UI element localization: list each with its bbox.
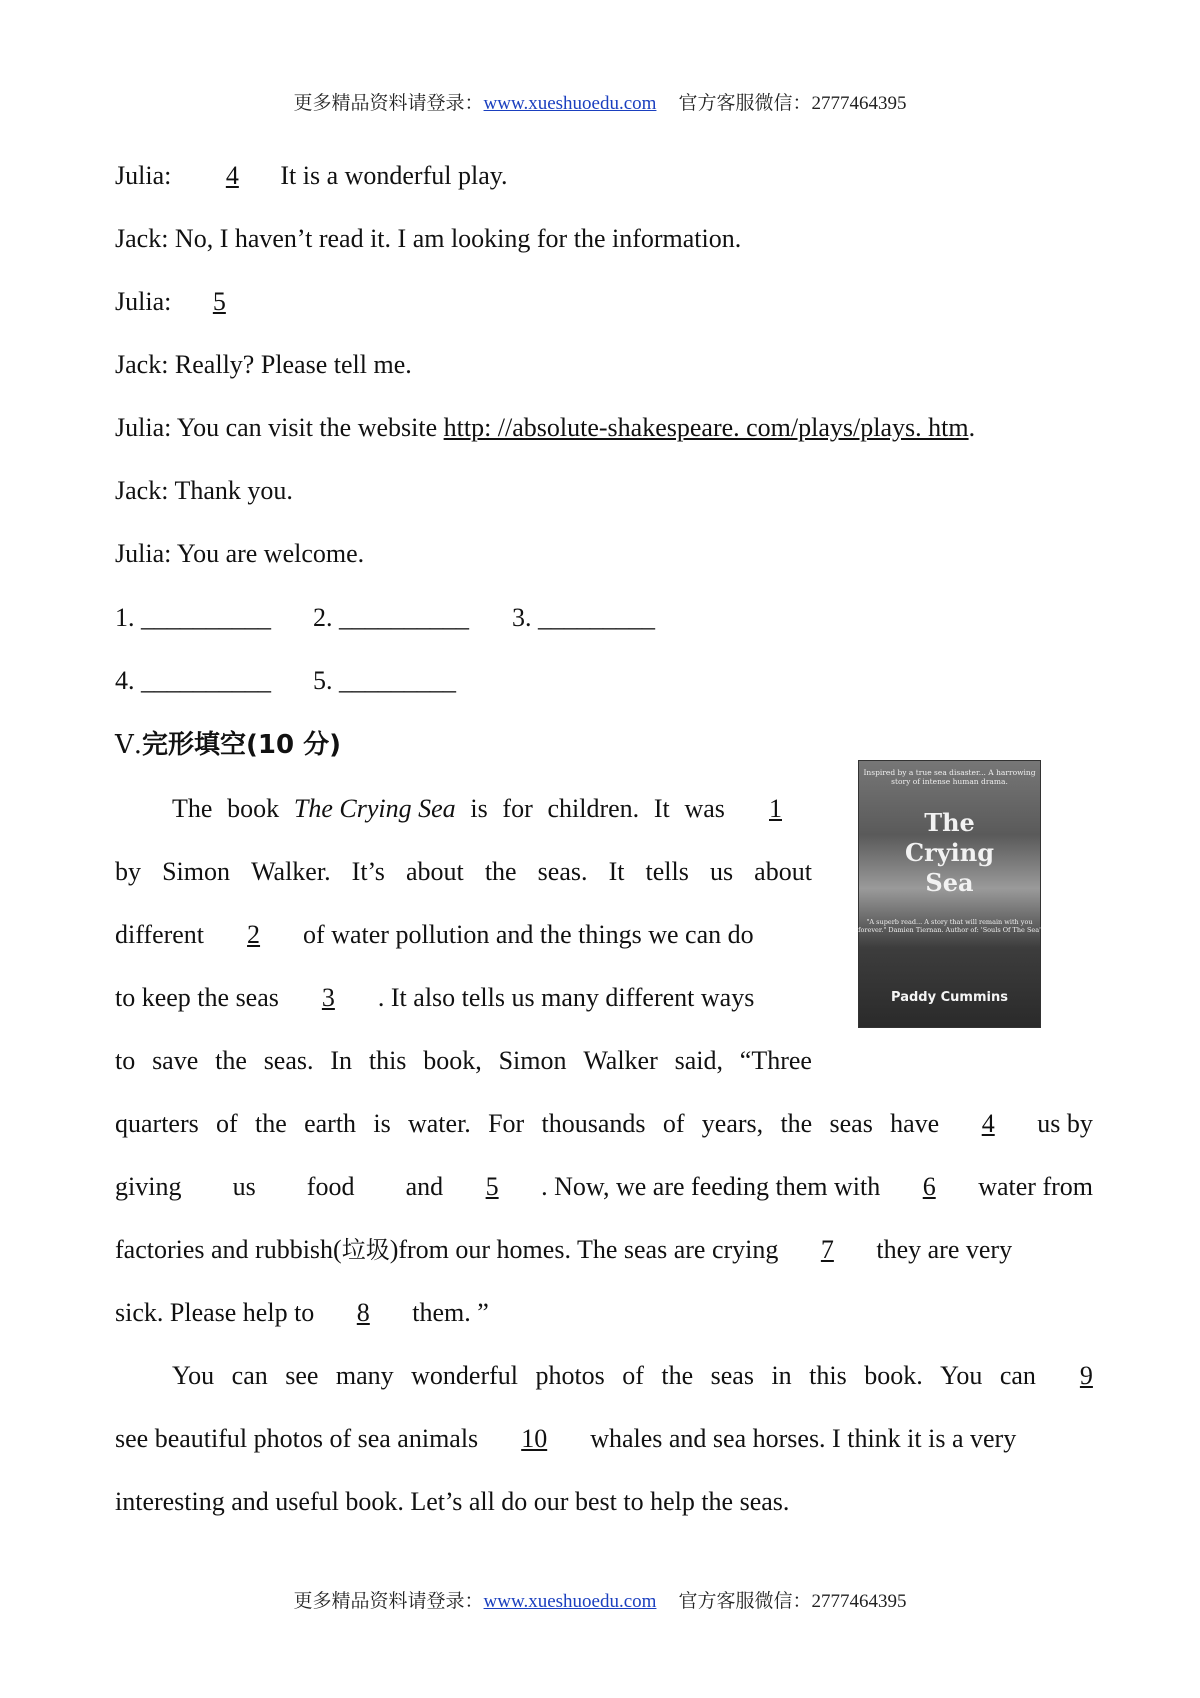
passage-line: quarters of the earth is water. For thousands of years, the seas have 4 us by (115, 1109, 1093, 1138)
dialogue-line: Jack: No, I haven’t read it. I am looking for the information. (115, 224, 742, 253)
blank: 7 (820, 1235, 834, 1264)
answer-2: 2. __________ (313, 603, 469, 632)
passage-line: sick. Please help to 8 them. ” (115, 1298, 489, 1327)
dialogue-line: Julia: You are welcome. (115, 539, 365, 568)
blank: 6 (922, 1172, 936, 1201)
blank: 4 (981, 1109, 995, 1138)
answer-5: 5. _________ (313, 666, 456, 695)
passage-line: factories and rubbish(垃圾)from our homes. The seas are crying 7 they are very (115, 1235, 1013, 1264)
page-header (0, 88, 1200, 115)
blank: 1 (769, 794, 782, 823)
answer-1: 1. __________ (115, 603, 271, 632)
book-cover-image (858, 760, 1041, 1028)
footer-link[interactable]: www.xueshuoedu.com (483, 1591, 657, 1612)
blank: 5 (485, 1172, 499, 1201)
dialogue-line: Jack: Really? Please tell me. (115, 350, 412, 379)
website-url[interactable]: http: //absolute-shakespeare. com/plays/plays. htm (443, 413, 969, 442)
page-footer (0, 1586, 1200, 1613)
passage-line: to save the seas. In this book, Simon Walker said, “Three (115, 1046, 812, 1075)
passage-line: The book The Crying Sea is for children. It was 1 (172, 794, 782, 823)
passage-line: interesting and useful book. Let’s all do our best to help the seas. (115, 1487, 790, 1516)
section-heading: Ⅴ.完形填空(10 分) (115, 730, 342, 760)
answer-3: 3. _________ (512, 603, 655, 632)
dialogue-line: Julia: You can visit the website http: //absolute-shakespeare. com/plays/plays. htm. (115, 413, 976, 442)
passage-line: to keep the seas 3 . It also tells us many different ways (115, 983, 755, 1012)
header-prefix: 更多精品资料请登录： (293, 93, 484, 114)
dialogue-line: Julia: 5 (115, 286, 254, 318)
passage-line: giving us food and 5 . Now, we are feeding them with 6 water from (115, 1172, 1093, 1201)
dialogue-line: Julia: 4 It is a wonderful play. (115, 161, 508, 190)
cover-quote: "A superb read... A story that will remain with you forever." Damien Tiernan. Author of: 'Souls Of The Sea' (858, 918, 1041, 934)
cover-author: Paddy Cummins (891, 990, 1008, 1005)
blank: 5 (212, 287, 226, 316)
passage-line: You can see many wonderful photos of the seas in this book. You can 9 (172, 1361, 1093, 1390)
header-wechat: 官方客服微信：2777464395 (678, 93, 907, 114)
passage-line: different 2 of water pollution and the things we can do (115, 920, 754, 949)
cover-title: The Crying Sea (904, 808, 995, 897)
passage-line: see beautiful photos of sea animals 10 whales and sea horses. I think it is a very (115, 1424, 1017, 1453)
header-link[interactable]: www.xueshuoedu.com (483, 93, 657, 114)
blank: 9 (1079, 1361, 1093, 1390)
blank: 8 (356, 1298, 370, 1327)
footer-prefix: 更多精品资料请登录： (293, 1591, 484, 1612)
blank: 2 (247, 920, 261, 949)
blank: 10 (521, 1424, 548, 1453)
blank: 3 (321, 983, 335, 1012)
footer-wechat: 官方客服微信：2777464395 (678, 1591, 907, 1612)
blank: 4 (225, 161, 239, 190)
passage-line: by Simon Walker. It’s about the seas. It tells us about (115, 857, 812, 886)
cover-tagline: Inspired by a true sea disaster... A harrowing story of intense human drama. (863, 768, 1036, 786)
dialogue-line: Jack: Thank you. (115, 476, 293, 505)
answer-4: 4. __________ (115, 666, 271, 695)
